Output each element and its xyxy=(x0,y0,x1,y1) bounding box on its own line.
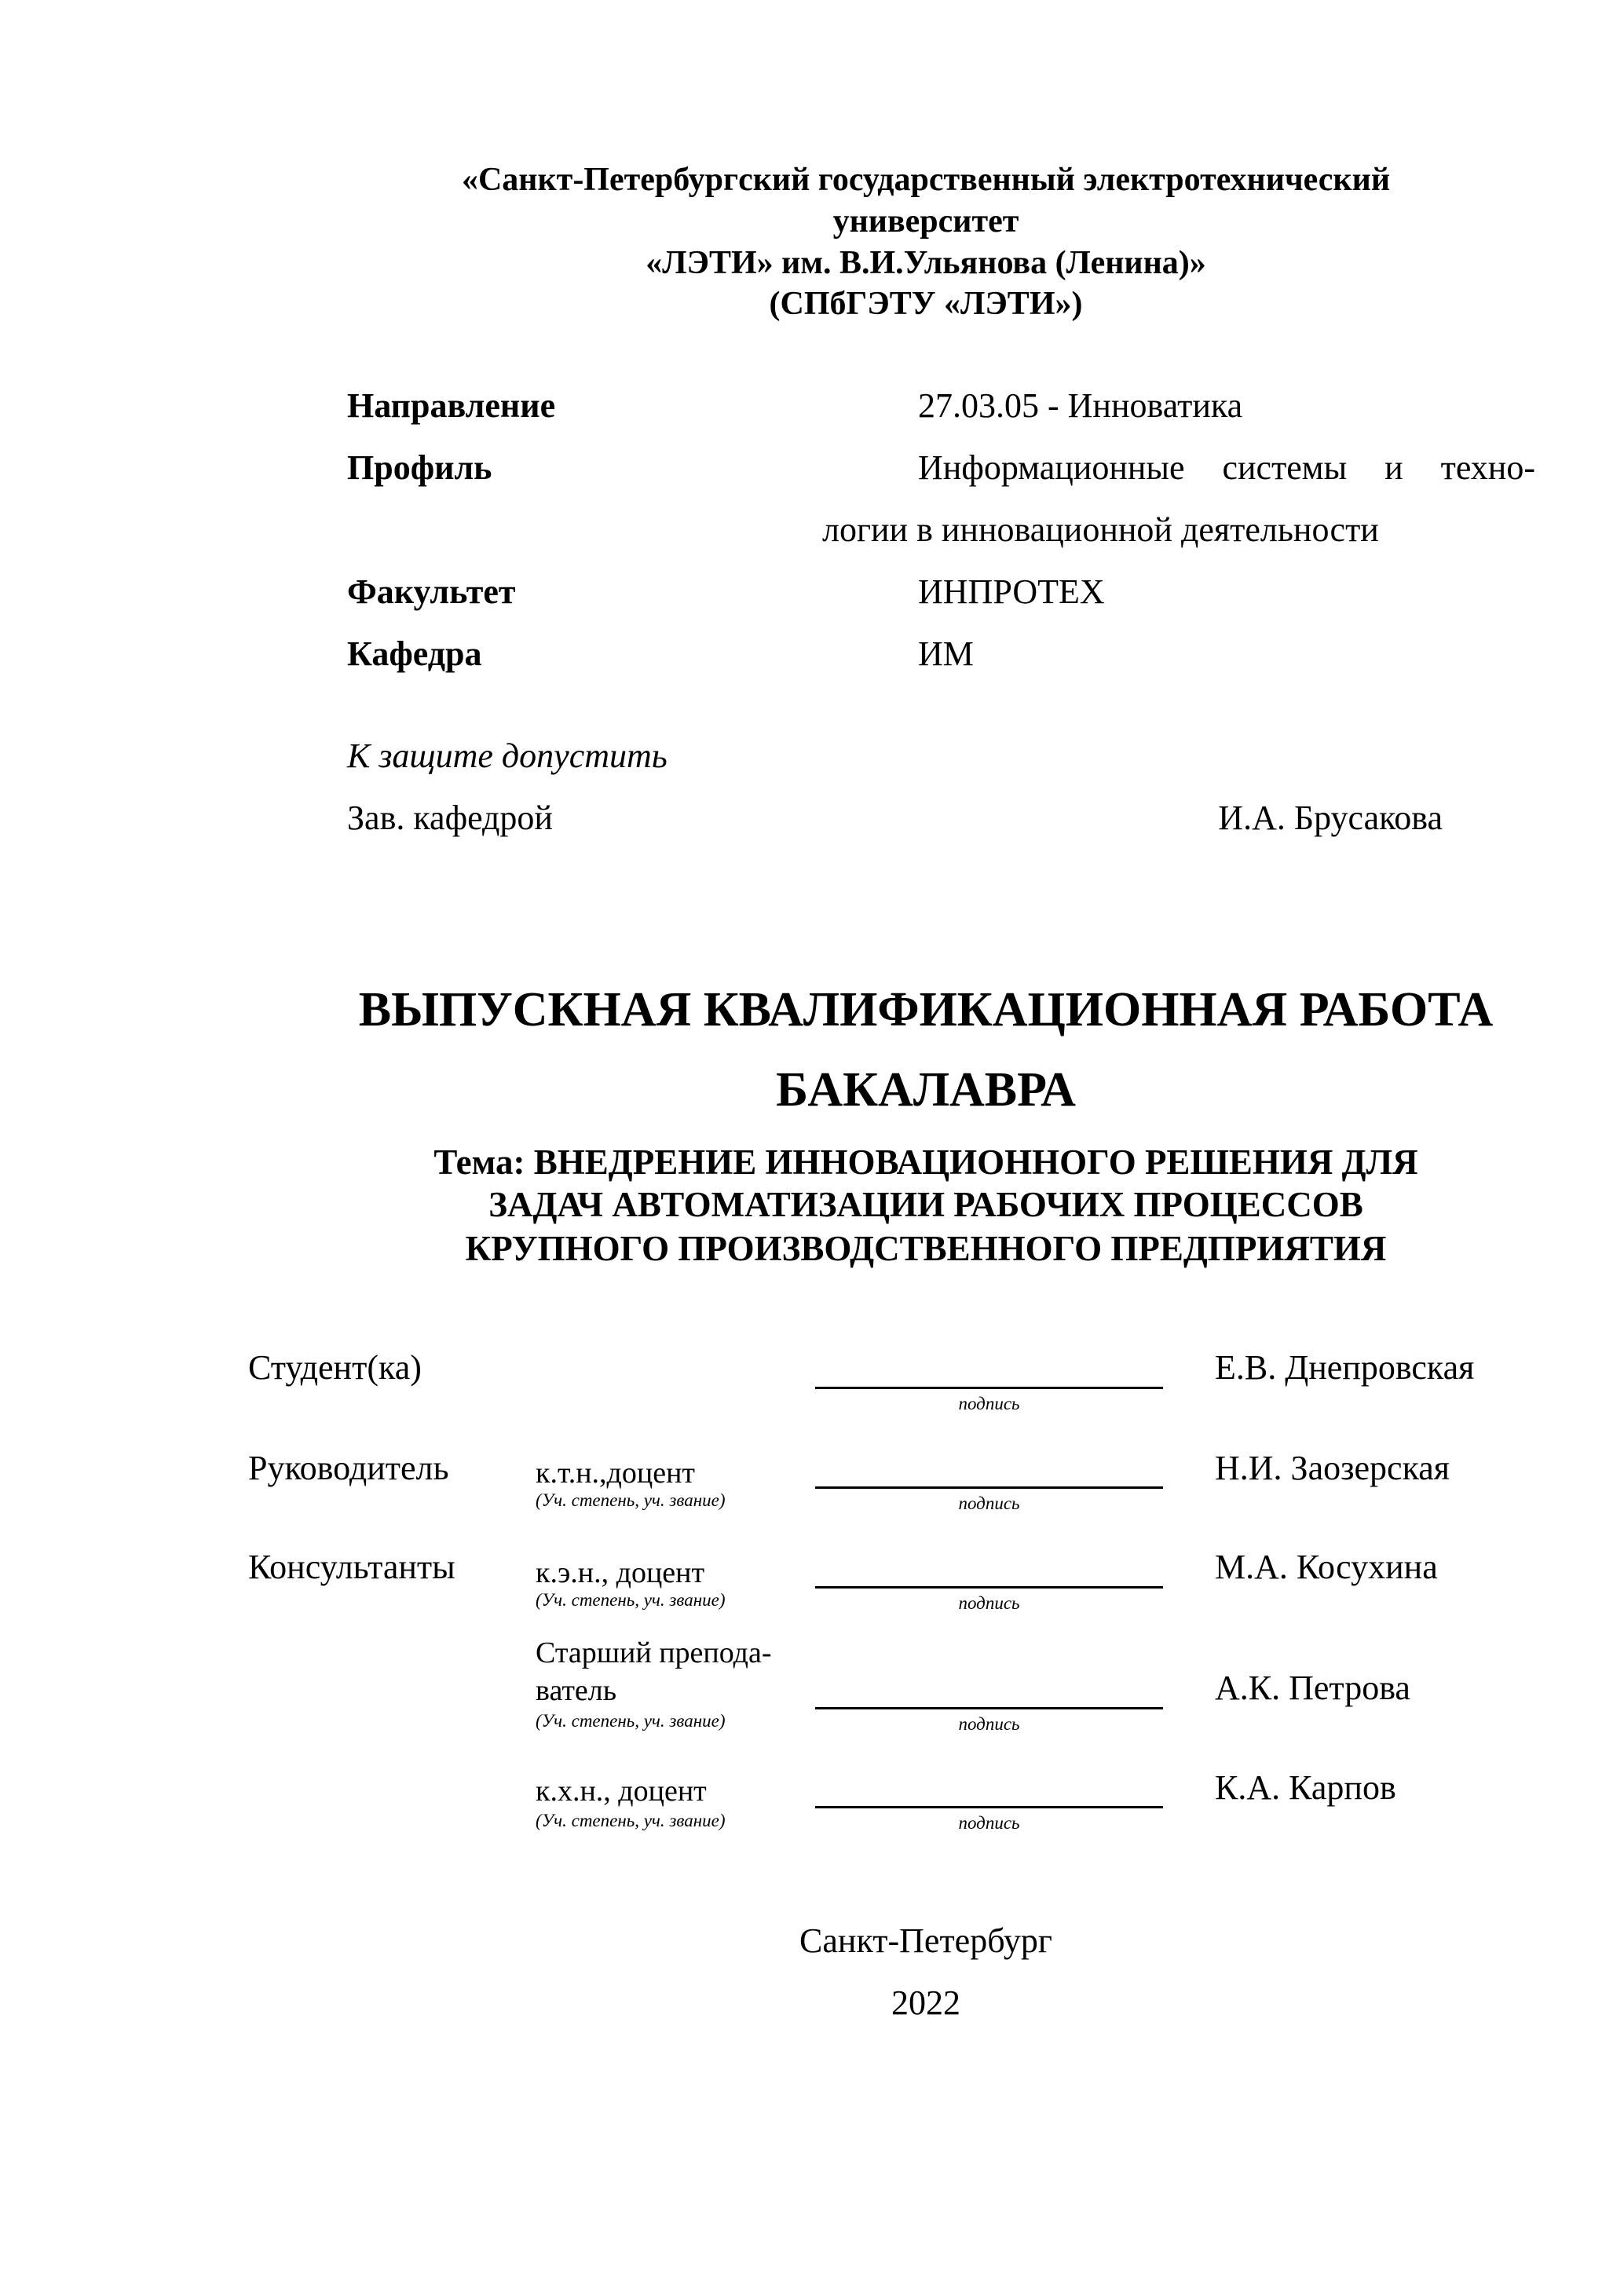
department-value: ИМ xyxy=(918,634,974,673)
header-line: «ЛЭТИ» им. В.И.Ульянова (Ленина)» xyxy=(646,245,1206,281)
profile-value-line1: Информационные системы и техно- xyxy=(918,448,1535,487)
supervisor-name: Н.И. Заозерская xyxy=(1215,1449,1450,1487)
supervisor-label: Руководитель xyxy=(248,1449,449,1487)
signature-line xyxy=(815,1387,1163,1389)
admit-text: К защите допустить xyxy=(347,737,668,775)
faculty-label: Факультет xyxy=(347,572,516,611)
head-label: Зав. кафедрой xyxy=(347,799,553,837)
rank-caption: (Уч. степень, уч. звание) xyxy=(536,1711,726,1731)
signature-caption: подпись xyxy=(958,1493,1020,1513)
header-line: университет xyxy=(832,203,1019,239)
department-label: Кафедра xyxy=(347,634,482,673)
city: Санкт-Петербург xyxy=(799,1921,1052,1960)
consultant-name: М.А. Косухина xyxy=(1215,1548,1438,1586)
student-name: Е.В. Днепровская xyxy=(1215,1348,1475,1387)
rank-caption: (Уч. степень, уч. звание) xyxy=(536,1490,726,1510)
consultant-rank: к.э.н., доцент xyxy=(536,1556,705,1589)
signature-caption: подпись xyxy=(958,1813,1020,1833)
consultant-rank: Старший препода- xyxy=(536,1636,772,1669)
signature-caption: подпись xyxy=(958,1394,1020,1413)
consultants-label: Консультанты xyxy=(248,1548,455,1586)
signature-line xyxy=(815,1586,1163,1589)
consultant-name: К.А. Карпов xyxy=(1215,1768,1396,1807)
supervisor-rank: к.т.н.,доцент xyxy=(536,1457,696,1490)
signature-caption: подпись xyxy=(958,1593,1020,1613)
year: 2022 xyxy=(891,1983,960,2022)
topic-line: КРУПНОГО ПРОИЗВОДСТВЕННОГО ПРЕДПРИЯТИЯ xyxy=(465,1229,1387,1268)
head-name: И.А. Брусакова xyxy=(1218,799,1443,837)
rank-caption: (Уч. степень, уч. звание) xyxy=(536,1811,726,1830)
signature-line xyxy=(815,1806,1163,1808)
topic-line: ЗАДАЧ АВТОМАТИЗАЦИИ РАБОЧИХ ПРОЦЕССОВ xyxy=(488,1185,1363,1224)
header-line: (СПбГЭТУ «ЛЭТИ») xyxy=(769,286,1083,322)
profile-value-line2: логии в инновационной деятельности xyxy=(822,510,1379,549)
direction-label: Направление xyxy=(347,386,556,425)
header-line: «Санкт-Петербургский государственный электротехнический xyxy=(461,162,1391,198)
student-label: Студент(ка) xyxy=(248,1348,422,1387)
title-line: БАКАЛАВРА xyxy=(776,1063,1076,1117)
consultant-name: А.К. Петрова xyxy=(1215,1669,1410,1707)
title-line: ВЫПУСКНАЯ КВАЛИФИКАЦИОННАЯ РАБОТА xyxy=(358,983,1494,1036)
profile-label: Профиль xyxy=(347,448,492,487)
direction-value: 27.03.05 - Инноватика xyxy=(918,386,1243,425)
consultant-rank: к.х.н., доцент xyxy=(536,1775,707,1808)
signature-line xyxy=(815,1707,1163,1709)
faculty-value: ИНПРОТЕХ xyxy=(918,572,1105,611)
consultant-rank-cont: ватель xyxy=(536,1674,617,1707)
signature-line xyxy=(815,1486,1163,1489)
topic-line: Тема: ВНЕДРЕНИЕ ИННОВАЦИОННОГО РЕШЕНИЯ ДЛЯ xyxy=(433,1143,1418,1182)
signature-caption: подпись xyxy=(958,1714,1020,1734)
rank-caption: (Уч. степень, уч. звание) xyxy=(536,1590,726,1610)
